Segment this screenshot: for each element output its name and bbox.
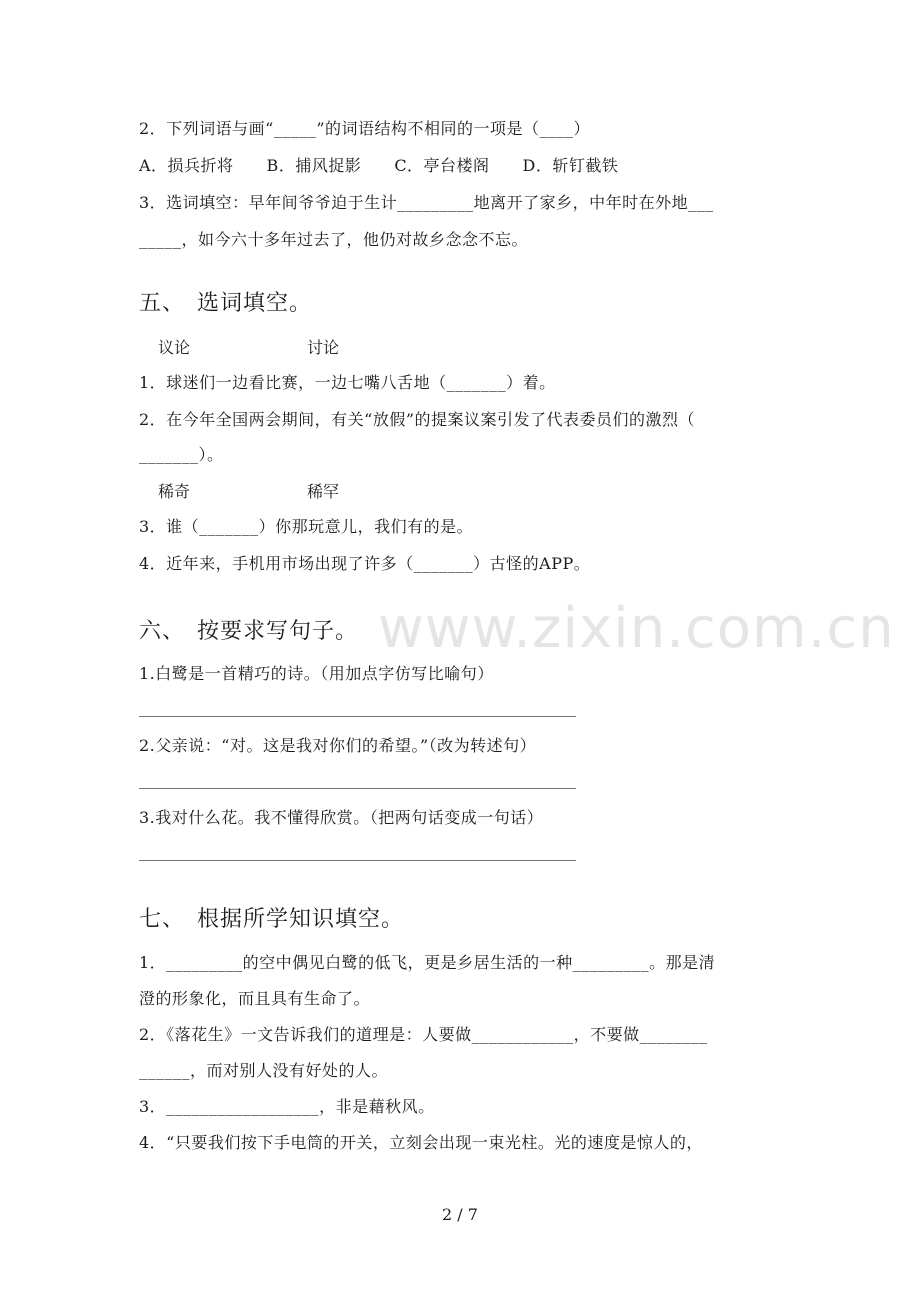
question-4-3-line1: 3．选词填空：早年间爷爷迫于生计_________地离开了家乡，中年时在外地___ — [139, 193, 714, 212]
question-7-3: 3．__________________，非是藉秋风。 — [139, 1097, 435, 1116]
section-5-word-option-1: 议论 — [158, 338, 191, 357]
question-7-4: 4．“只要我们按下手电筒的开关，立刻会出现一束光柱。光的速度是惊人的， — [139, 1133, 703, 1152]
question-7-2-line1: 2．《落花生》一文告诉我们的道理是：人要做____________，不要做________ — [139, 1025, 708, 1044]
answer-line-6-2 — [139, 788, 576, 789]
section-5-title: 五、 选词填空。 — [139, 291, 313, 316]
question-5-1: 1．球迷们一边看比赛，一边七嘴八舌地（_______）着。 — [139, 373, 556, 392]
question-5-2-line1: 2．在今年全国两会期间，有关“放假”的提案议案引发了代表委员们的激烈（ — [139, 410, 696, 429]
question-5-4: 4．近年来，手机用市场出现了许多（_______）古怪的APP。 — [139, 554, 591, 573]
section-5-word-option-2: 讨论 — [307, 338, 340, 357]
question-4-3-line2: _____，如今六十多年过去了，他仍对故乡念念不忘。 — [139, 230, 529, 249]
question-6-3: 3.我对什么花。我不懂得欣赏。（把两句话变成一句话） — [139, 808, 544, 827]
question-4-2-options: A．损兵折将 B．捕风捉影 C．亭台楼阁 D．斩钉截铁 — [139, 156, 619, 175]
section-6-title: 六、 按要求写句子。 — [139, 619, 359, 644]
answer-line-6-3 — [139, 860, 576, 861]
question-7-1-line2: 澄的形象化，而且具有生命了。 — [139, 989, 371, 1008]
section-5-word-option-4: 稀罕 — [307, 482, 340, 501]
question-5-2-line2: _______）。 — [139, 445, 224, 464]
question-5-3: 3．谁（_______）你那玩意儿，我们有的是。 — [139, 517, 474, 536]
question-7-2-line2: ______，而对别人没有好处的人。 — [139, 1061, 389, 1080]
question-6-1: 1.白鹭是一首精巧的诗。（用加点字仿写比喻句） — [139, 664, 494, 683]
question-7-1-line1: 1．_________的空中偶见白鹭的低飞，更是乡居生活的一种_________。那是清 — [139, 953, 716, 972]
page-number: 2 / 7 — [442, 1205, 478, 1224]
question-6-2: 2.父亲说：“对。这是我对你们的希望。”（改为转述句） — [139, 736, 537, 755]
answer-line-6-1 — [139, 716, 576, 717]
section-5-word-option-3: 稀奇 — [158, 482, 191, 501]
watermark: www.zixin.com.cn — [378, 596, 895, 661]
section-7-title: 七、 根据所学知识填空。 — [139, 907, 405, 932]
question-4-2: 2．下列词语与画“_____”的词语结构不相同的一项是（____） — [139, 119, 591, 138]
